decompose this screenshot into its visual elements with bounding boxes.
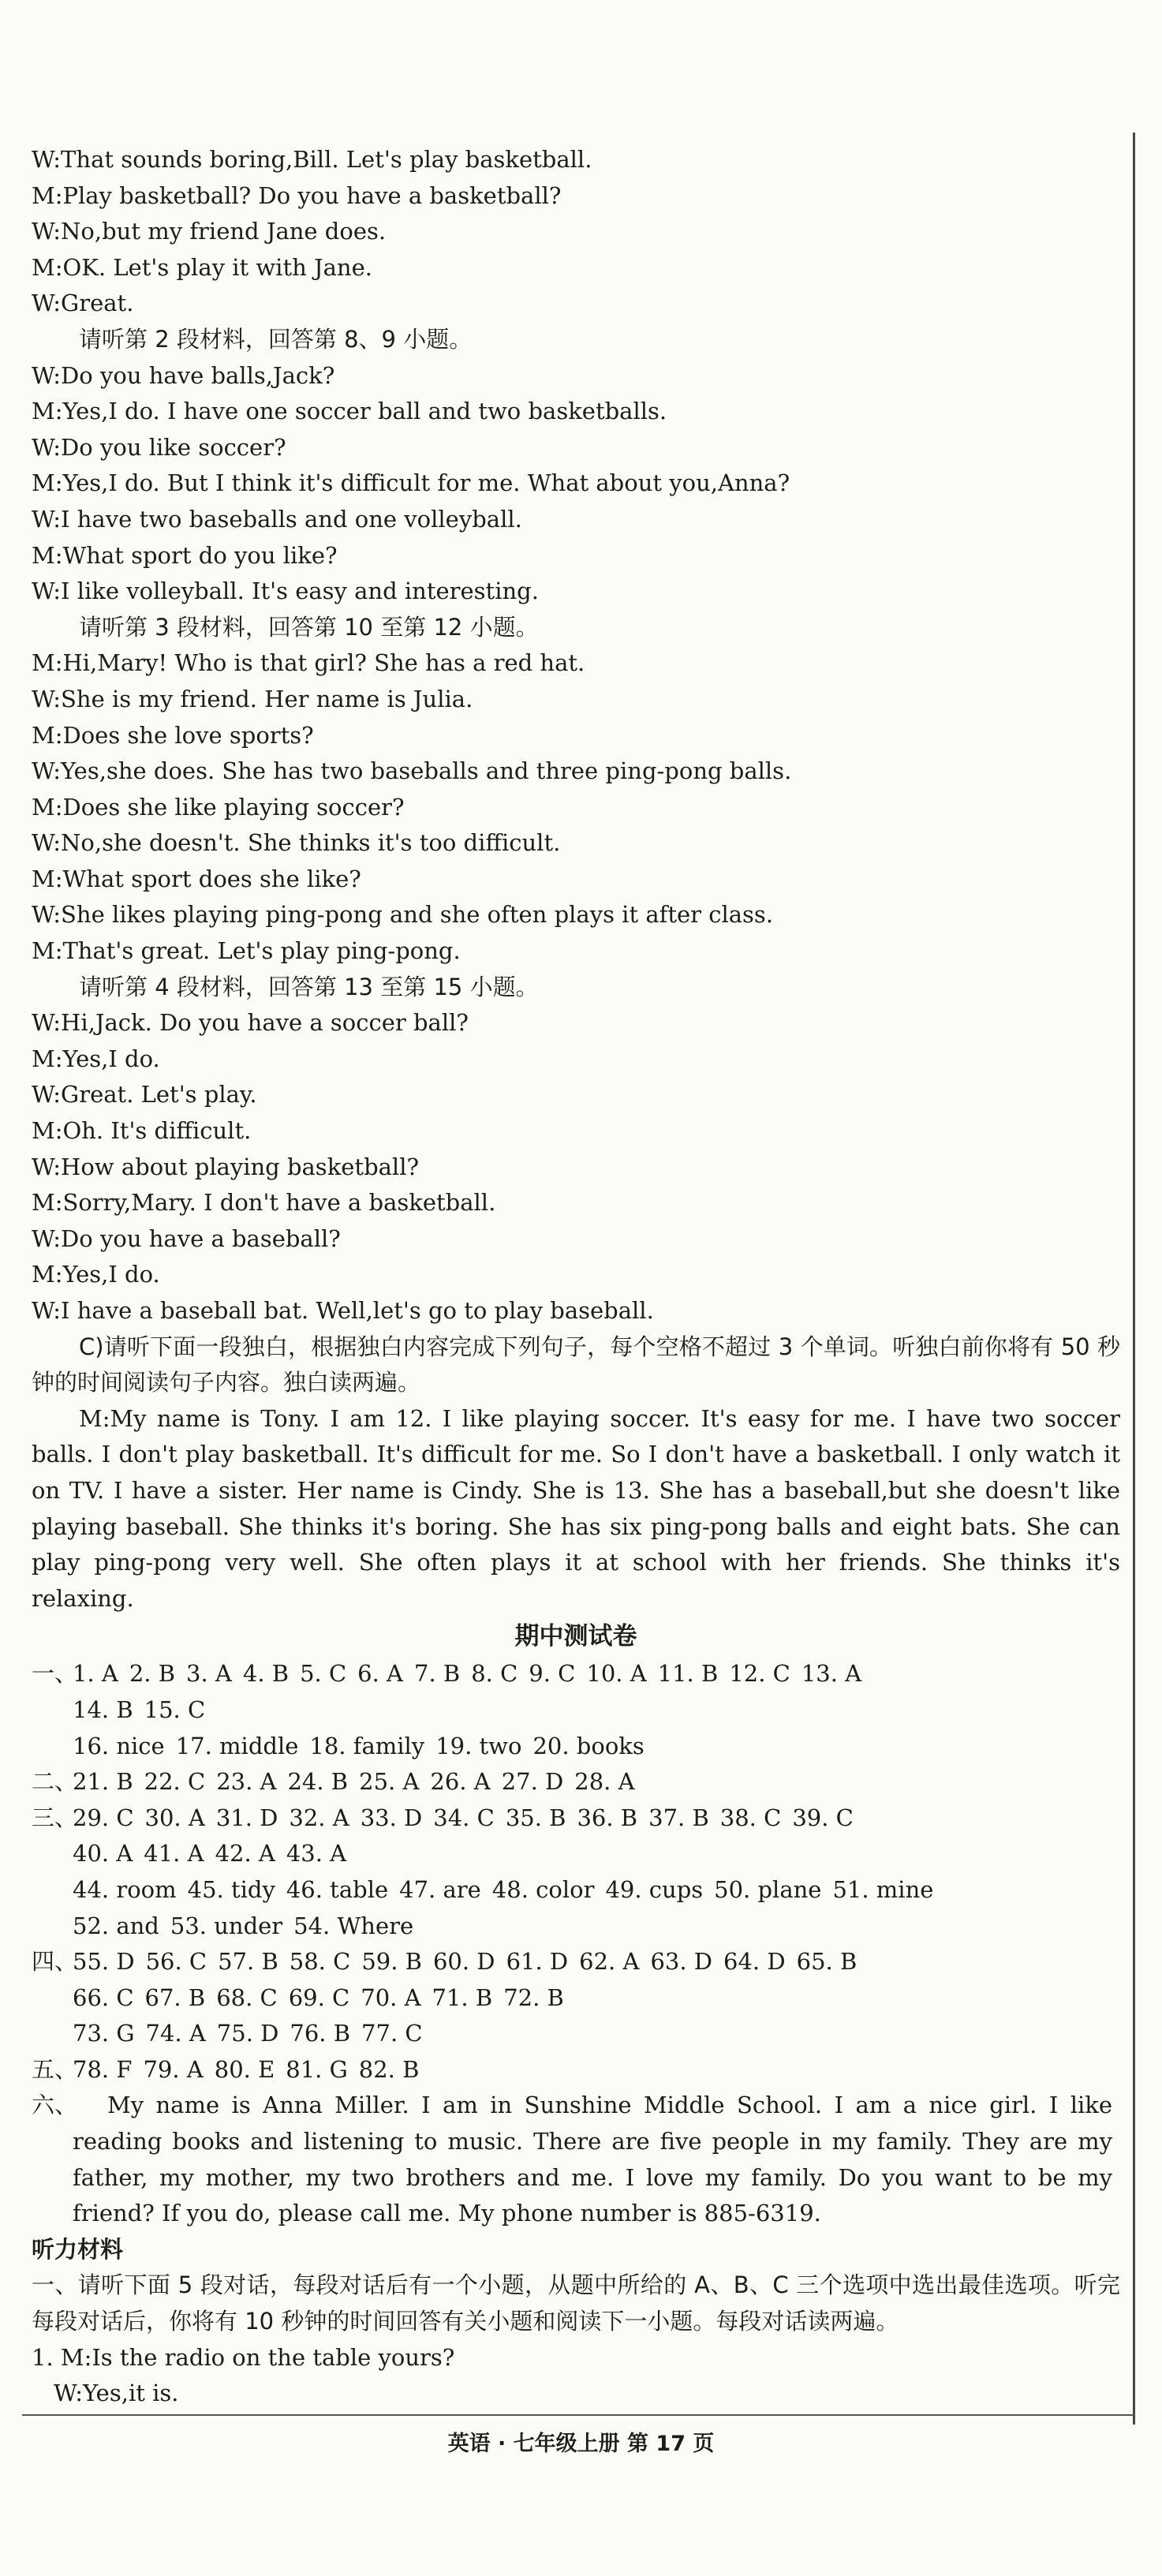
answer-item: 82. B (358, 2055, 420, 2083)
answer-item: 10. A (586, 1660, 647, 1688)
answer-item: 46. table (286, 1875, 389, 1903)
answer-item: 1. A (73, 1660, 118, 1688)
answer-item: 73. G (73, 2020, 135, 2047)
dialog-line: W:I have two baseballs and one volleyball. (32, 505, 522, 533)
content-column (32, 142, 1120, 2412)
answer-item: 27. D (501, 1768, 564, 1796)
dialog-line: M:What sport does she like? (32, 865, 361, 892)
answer-item: 13. A (801, 1660, 862, 1688)
answer-item: 77. C (361, 2020, 423, 2047)
answer-item: 29. C (73, 1804, 134, 1831)
answer-item: 75. D (216, 2020, 279, 2047)
answer-row-section4-cont (32, 1980, 1120, 2017)
answer-item: 57. B (218, 1948, 278, 1976)
answer-item: 72. B (503, 1983, 564, 2011)
dialog-line: W:She is my friend. Her name is Julia. (32, 685, 473, 712)
dialog-line: M:Does she like playing soccer? (32, 793, 405, 821)
dialog-line: W:No,she doesn't. She thinks it's too difficult. (32, 829, 561, 857)
dialog-line: W:Yes,she does. She has two baseballs and three ping-pong balls. (32, 757, 792, 785)
section-label: 二、 (32, 1768, 78, 1796)
dialog-line: M:Yes,I do. I have one soccer ball and two basketballs. (32, 398, 667, 425)
dialog-line: W:How about playing basketball? (32, 1153, 420, 1180)
answer-item: 44. room (73, 1875, 177, 1903)
answer-item: 30. A (144, 1804, 205, 1831)
answer-row-section3-cont (32, 1836, 1120, 1872)
exam-title: 期中测试卷 (514, 1622, 637, 1651)
answer-row-section3-words2 (32, 1909, 1120, 1945)
dialog-line: M:Yes,I do. (32, 1261, 160, 1288)
answer-item: 34. C (433, 1804, 495, 1831)
answer-item: 64. D (723, 1948, 786, 1976)
answer-item: 59. B (361, 1948, 422, 1976)
answer-row-section4-cont2 (32, 2016, 1120, 2052)
answer-item: 8. C (471, 1660, 518, 1688)
answer-item: 23. A (216, 1768, 277, 1796)
answer-item: 38. C (719, 1804, 782, 1831)
essay-text: My name is Anna Miller. I am in Sunshine Middle School. I am a nice girl. I like reading books and listening to music. There are five people in my family. They are my father, my mother, my two brothers and me. I love my family. Do you want to be my friend? If you do, please call me. My phone number is 885-6319. (73, 2092, 1112, 2227)
answer-item: 21. B (73, 1768, 133, 1796)
answer-item: 48. color (491, 1875, 595, 1903)
answer-item: 76. B (290, 2020, 351, 2047)
answer-item: 74. A (145, 2020, 206, 2047)
answer-item: 68. C (216, 1983, 278, 2011)
answer-item: 15. C (144, 1696, 206, 1723)
essay-section6 (32, 2088, 1120, 2231)
answer-item: 26. A (430, 1768, 491, 1796)
answer-item: 65. B (796, 1948, 857, 1976)
dialog-line: M:Play basketball? Do you have a basketball? (32, 181, 562, 209)
monologue-text: M:My name is Tony. I am 12. I like playing soccer. It's easy for me. I have two soccer balls. I don't play basketball. It's difficult for me. So I don't have a basketball. I only watch it on TV. I have a sister. Her name is Cindy. She is 13. She has a baseball,but she doesn't like playing baseball. She thinks it's boring. She has six ping-pong balls and eight bats. She can play ping-pong very well. She often plays it at school with her friends. She thinks it's relaxing. (32, 1404, 1120, 1612)
dialog-line: W:Great. Let's play. (32, 1081, 257, 1109)
right-margin-rule (1133, 133, 1135, 2425)
answer-item: 3. A (186, 1660, 232, 1688)
dialog-line: M:What sport do you like? (32, 541, 338, 569)
answer-item: 47. are (399, 1875, 481, 1903)
answer-item: 35. B (505, 1804, 566, 1831)
answer-item: 39. C (792, 1804, 854, 1831)
answer-item: 9. C (529, 1660, 576, 1688)
answer-item: 40. A (73, 1840, 133, 1868)
dialog-line: W:I like volleyball. It's easy and interesting. (32, 578, 539, 605)
answer-item: 50. plane (714, 1875, 822, 1903)
dialog-line: M:OK. Let's play it with Jane. (32, 253, 372, 281)
dialog-line: M:Yes,I do. (32, 1045, 160, 1072)
dialog-line: M:Yes,I do. But I think it's difficult for me. What about you,Anna? (32, 469, 790, 497)
answer-item: 25. A (359, 1768, 420, 1796)
answer-item: 5. C (300, 1660, 347, 1688)
answer-item: 71. B (432, 1983, 493, 2011)
answer-item: 32. A (289, 1804, 349, 1831)
dialog-line: M:That's great. Let's play ping-pong. (32, 937, 461, 965)
answer-item: 61. D (506, 1948, 569, 1976)
answer-item: 37. B (648, 1804, 709, 1831)
answer-item: 16. nice (73, 1732, 165, 1759)
instruction-part-c: C)请听下面一段独白，根据独白内容完成下列句子，每个空格不超过 3 个单词。听独白前你将有 50 秒钟的时间阅读句子内容。独白读两遍。 (32, 1333, 1120, 1396)
answer-item: 67. B (144, 1983, 206, 2011)
section-label: 六、 (32, 2092, 78, 2119)
listening-heading: 听力材料 (32, 2235, 124, 2263)
instruction-part2: 请听第 2 段材料，回答第 8、9 小题。 (79, 325, 473, 353)
dialog-line: M:Sorry,Mary. I don't have a basketball. (32, 1189, 496, 1217)
answer-item: 58. C (289, 1948, 351, 1976)
answer-item: 45. tidy (187, 1875, 275, 1903)
answer-item: 18. family (309, 1732, 425, 1759)
dialog-line: W:Do you like soccer? (32, 433, 286, 461)
answer-item: 66. C (73, 1983, 134, 2011)
answer-item: 42. A (215, 1840, 275, 1868)
answer-item: 20. books (532, 1732, 645, 1759)
answer-item: 81. G (286, 2055, 348, 2083)
dialog-line: W:I have a baseball bat. Well,let's go to play baseball. (32, 1297, 654, 1324)
answer-item: 28. A (574, 1768, 635, 1796)
answer-item: 36. B (577, 1804, 638, 1831)
dialog-line: M:Hi,Mary! Who is that girl? She has a red hat. (32, 649, 585, 677)
answer-row-section2 (32, 1764, 1120, 1800)
answer-item: 69. C (288, 1983, 350, 2011)
answer-item: 12. C (729, 1660, 790, 1688)
answer-item: 53. under (170, 1912, 283, 1939)
answer-item: 80. E (214, 2055, 275, 2083)
dialog-line: W:Hi,Jack. Do you have a soccer ball? (32, 1009, 469, 1037)
dialog-line: 1. M:Is the radio on the table yours? (32, 2343, 455, 2371)
answer-item: 7. B (414, 1660, 461, 1688)
dialog-line: W:Great. (32, 290, 134, 317)
answer-item: 24. B (287, 1768, 349, 1796)
answer-row-section1-blanks (32, 1729, 1120, 1765)
answer-item: 41. A (144, 1840, 204, 1868)
answer-row-section1-cont (32, 1692, 1120, 1729)
page-footer: 英语 · 七年级上册 第 17 页 (447, 2432, 715, 2456)
answer-item: 78. F (73, 2055, 133, 2083)
dialog-line: W:Yes,it is. (54, 2380, 179, 2407)
answer-item: 56. C (145, 1948, 207, 1976)
answer-row-section3 (32, 1800, 1120, 1837)
listening-instruction: 一、请听下面 5 段对话，每段对话后有一个小题，从题中所给的 A、B、C 三个选项中选出最佳选项。听完每段对话后，你将有 10 秒钟的时间回答有关小题和阅读下一小题。每段对话读两遍。 (32, 2271, 1120, 2335)
answer-item: 11. B (657, 1660, 719, 1688)
answer-item: 51. mine (832, 1875, 934, 1903)
answer-item: 31. D (215, 1804, 278, 1831)
answer-item: 55. D (73, 1948, 135, 1976)
answer-row-section4 (32, 1944, 1120, 1980)
answer-item: 79. A (143, 2055, 204, 2083)
answer-item: 4. B (242, 1660, 290, 1688)
answer-item: 17. middle (175, 1732, 299, 1759)
dialog-line: W:No,but my friend Jane does. (32, 218, 387, 245)
bottom-rule (22, 2414, 1134, 2416)
answer-row-section5 (32, 2052, 1120, 2088)
dialog-line: W:She likes playing ping-pong and she often plays it after class. (32, 901, 774, 929)
answer-item: 6. A (357, 1660, 404, 1688)
answer-item: 70. A (361, 1983, 421, 2011)
answer-row-section3-words (32, 1872, 1120, 1909)
dialog-line: W:Do you have balls,Jack? (32, 361, 335, 389)
section-label: 五、 (32, 2055, 78, 2083)
answer-item: 63. D (650, 1948, 713, 1976)
answer-item: 60. D (432, 1948, 495, 1976)
dialog-line: M:Oh. It's difficult. (32, 1117, 252, 1145)
answer-item: 14. B (73, 1696, 133, 1723)
section-label: 四、 (32, 1948, 78, 1976)
answer-item: 33. D (360, 1804, 423, 1831)
section-label: 一、 (32, 1660, 78, 1688)
answer-item: 43. A (286, 1840, 347, 1868)
instruction-part3: 请听第 3 段材料，回答第 10 至第 12 小题。 (79, 613, 539, 641)
dialog-line: M:Does she love sports? (32, 721, 314, 749)
answer-item: 19. two (435, 1732, 522, 1759)
instruction-part4: 请听第 4 段材料，回答第 13 至第 15 小题。 (79, 973, 539, 1000)
dialog-line: W:That sounds boring,Bill. Let's play basketball. (32, 146, 592, 173)
answer-item: 54. Where (293, 1912, 414, 1939)
answer-item: 52. and (73, 1912, 159, 1939)
answer-item: 22. C (144, 1768, 206, 1796)
answer-item: 2. B (129, 1660, 176, 1688)
section-label: 三、 (32, 1804, 78, 1831)
answer-item: 49. cups (605, 1875, 704, 1903)
answer-item: 62. A (579, 1948, 640, 1976)
answer-row-section1 (32, 1656, 1120, 1692)
dialog-line: W:Do you have a baseball? (32, 1224, 341, 1252)
